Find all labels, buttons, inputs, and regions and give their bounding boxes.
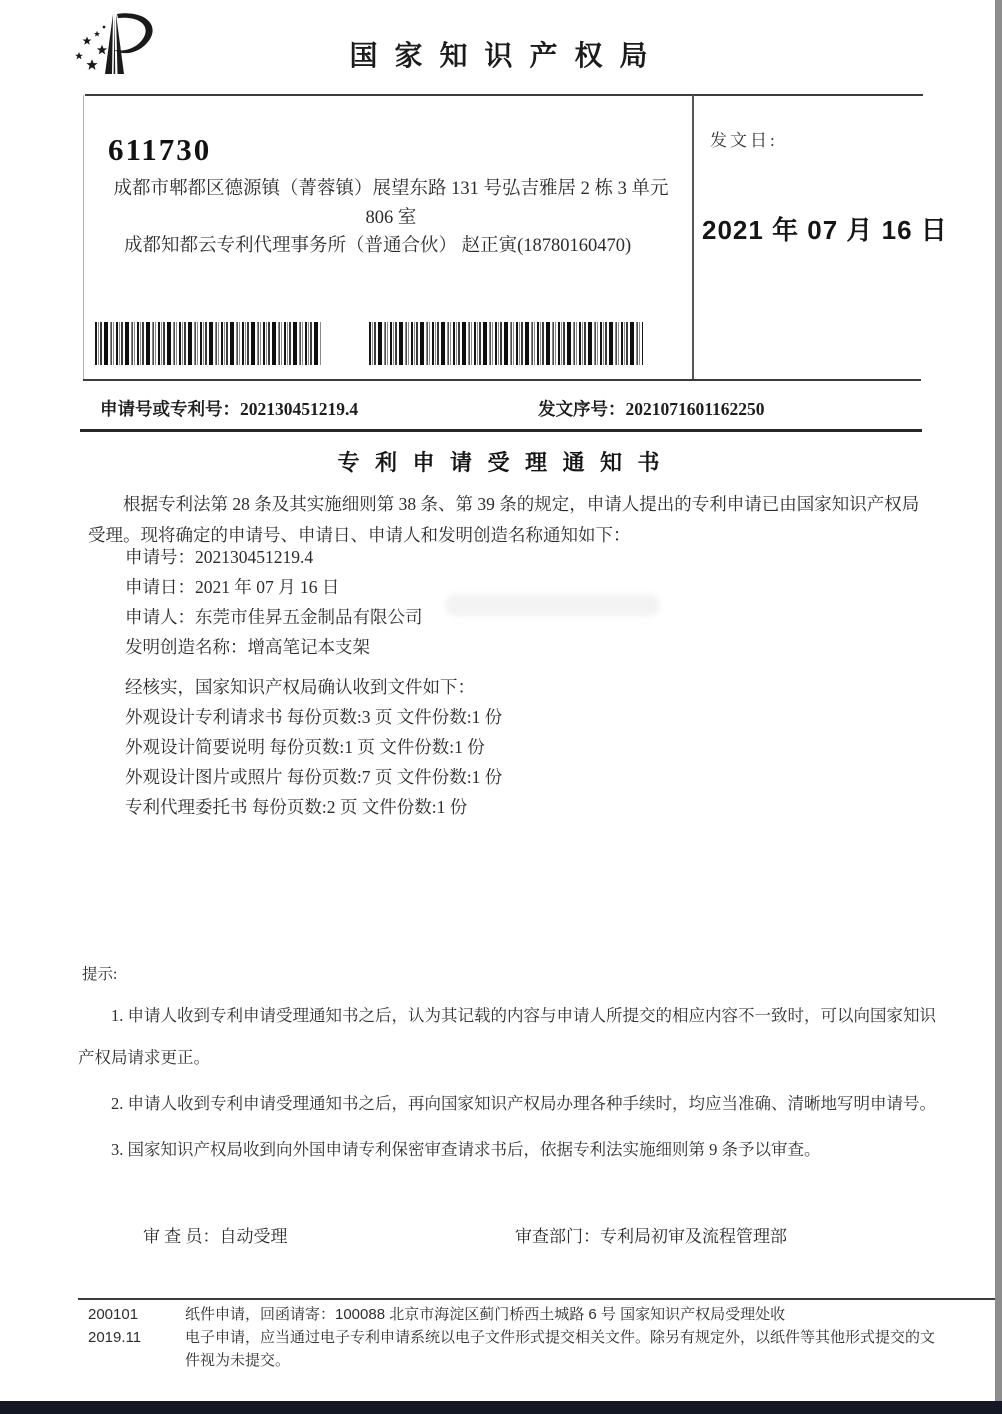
barcode-left: [95, 322, 321, 365]
scan-edge-right: [995, 0, 1002, 1414]
field-application-number: [125, 542, 423, 572]
application-number-label: 申请号或专利号：: [100, 399, 240, 419]
footer-paper-note: 纸件申请，回函请寄：100088 北京市海淀区蓟门桥西土城路 6 号 国家知识产权局受理处收: [185, 1306, 786, 1323]
department-value: 专利局初审及流程管理部: [600, 1227, 787, 1246]
field-label: 申请人：: [125, 607, 195, 627]
received-item: 外观设计专利请求书 每份页数:3 页 文件份数:1 份: [125, 707, 503, 727]
field-value: 2021 年 07 月 16 日: [195, 577, 340, 597]
box-left-edge: [83, 95, 84, 380]
barcode-right: [369, 322, 643, 365]
tips-label: 提示:: [82, 966, 118, 983]
field-label: 申请日：: [125, 577, 195, 597]
application-number-row: [100, 396, 358, 421]
org-title: 国 家 知 识 产 权 局: [349, 41, 653, 72]
received-intro: 经核实，国家知识产权局确认收到文件如下：: [125, 677, 475, 697]
footer-electronic-note: 电子申请，应当通过电子专利申请系统以电子文件形式提交相关文件。除另有规定外，以纸件等其他形式提交的文件视为未提交。: [185, 1329, 936, 1369]
received-item: 外观设计图片或照片 每份页数:7 页 文件份数:1 份: [125, 767, 503, 787]
scan-edge-bottom: [0, 1401, 1002, 1414]
department-label: 审查部门：: [515, 1227, 600, 1246]
received-documents: [125, 672, 502, 822]
address-line-1: 成都市郫都区德源镇（菁蓉镇）展望东路 131 号弘吉雅居 2 栋 3 单元: [113, 179, 669, 199]
recipient-address: [95, 175, 687, 233]
reference-rule: [80, 429, 922, 432]
field-applicant: [125, 602, 423, 632]
postal-code: 611730: [108, 132, 212, 167]
application-fields: [125, 542, 423, 662]
field-label: 发明创造名称：: [125, 637, 248, 657]
field-application-date: [125, 572, 423, 602]
footer-row-electronic: [88, 1326, 948, 1372]
notice-title: 专 利 申 请 受 理 通 知 书: [337, 450, 665, 475]
box-divider: [692, 95, 694, 380]
header-rule: [85, 94, 923, 96]
issue-date-label: 发文日:: [710, 131, 778, 150]
scan-smudge: [445, 594, 660, 616]
field-value: 东莞市佳昇五金制品有限公司: [195, 607, 423, 627]
serial-number-row: [538, 396, 765, 421]
footer-row-paper: [88, 1303, 948, 1326]
examiner-row: [143, 1222, 288, 1247]
footer: [88, 1303, 948, 1372]
application-number-value: 202130451219.4: [240, 399, 359, 419]
address-line-2: 806 室: [365, 208, 417, 228]
agency-line: 成都知都云专利代理事务所（普通合伙） 赵正寅(18780160470): [124, 236, 632, 256]
field-label: 申请号：: [125, 547, 195, 567]
tip-item: 2. 申请人收到专利申请受理通知书之后，再向国家知识产权局办理各种手续时，均应当准确、清晰地写明申请号。: [111, 1094, 936, 1113]
serial-number-value: 2021071601162250: [625, 399, 765, 419]
issue-date-value: 2021 年 07 月 16 日: [702, 215, 948, 245]
notice-intro: 根据专利法第 28 条及其实施细则第 38 条、第 39 条的规定，申请人提出的专利申请已由国家知识产权局受理。现将确定的申请号、申请日、申请人和发明创造名称通知如下：: [88, 494, 920, 545]
examiner-label: 审 查 员：: [143, 1227, 220, 1246]
examiner-value: 自动受理: [219, 1227, 288, 1246]
tips-list: [78, 995, 936, 1175]
box-bottom-rule: [83, 379, 921, 381]
department-row: [515, 1222, 787, 1247]
tip-item: 3. 国家知识产权局收到向外国申请专利保密审查请求书后，依据专利法实施细则第 9 条予以审查。: [111, 1140, 821, 1159]
tip-item: 1. 申请人收到专利申请受理通知书之后，认为其记载的内容与申请人所提交的相应内容不一致时，可以向国家知识产权局请求更正。: [78, 1006, 936, 1067]
received-item: 专利代理委托书 每份页数:2 页 文件份数:1 份: [125, 797, 468, 817]
field-invention-name: [125, 632, 423, 662]
field-value: 增高笔记本支架: [247, 637, 370, 657]
received-item: 外观设计简要说明 每份页数:1 页 文件份数:1 份: [125, 737, 485, 757]
form-date: 2019.11: [88, 1329, 142, 1346]
serial-number-label: 发文序号：: [538, 399, 626, 419]
field-value: 202130451219.4: [195, 547, 314, 567]
form-code: 200101: [88, 1306, 139, 1323]
footer-rule: [78, 1298, 995, 1300]
